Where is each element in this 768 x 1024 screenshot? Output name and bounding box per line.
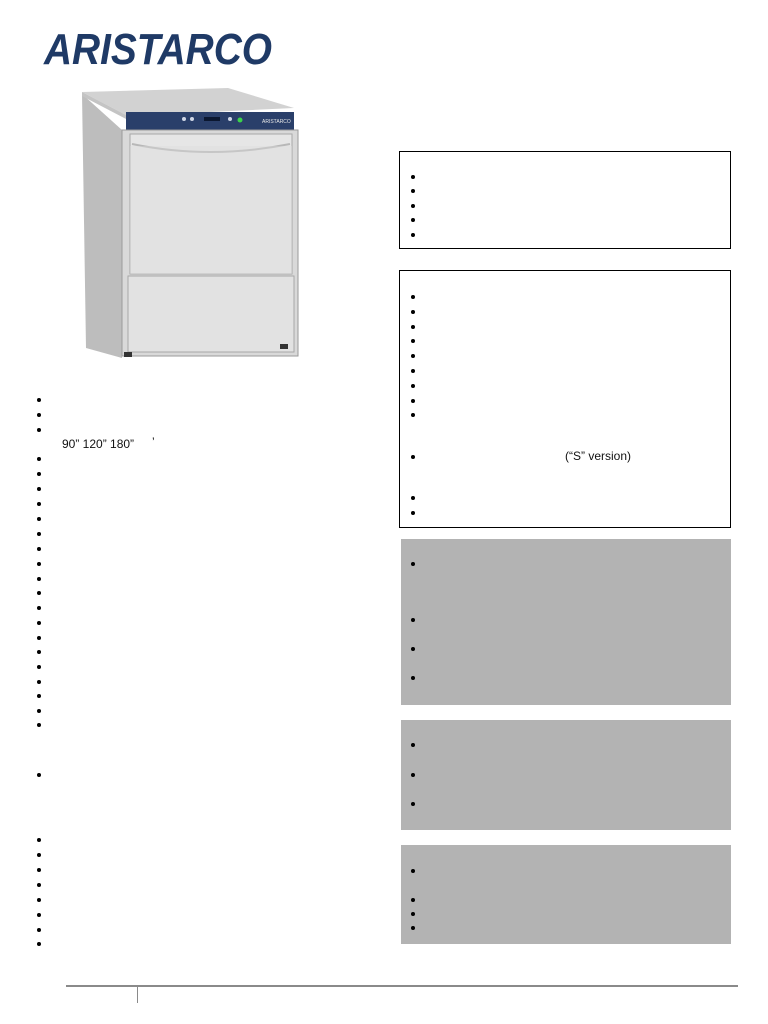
list-bullet [411, 369, 415, 373]
list-bullet [411, 325, 415, 329]
list-bullet [37, 457, 41, 461]
list-bullet [411, 496, 415, 500]
list-bullet [37, 532, 41, 536]
list-bullet [37, 591, 41, 595]
list-bullet [37, 621, 41, 625]
list-bullet [37, 665, 41, 669]
list-bullet [37, 709, 41, 713]
spec-box-2 [399, 270, 731, 528]
list-bullet [37, 413, 41, 417]
aristarco-logo [43, 25, 274, 74]
list-bullet [37, 428, 41, 432]
spec-box-3 [401, 539, 731, 705]
list-bullet [411, 647, 415, 651]
list-bullet [411, 189, 415, 193]
list-bullet [411, 676, 415, 680]
list-bullet [411, 295, 415, 299]
list-bullet [37, 883, 41, 887]
list-bullet [411, 912, 415, 916]
list-bullet [37, 723, 41, 727]
list-bullet [37, 694, 41, 698]
list-bullet [37, 487, 41, 491]
list-bullet [37, 577, 41, 581]
list-bullet [411, 384, 415, 388]
list-bullet [37, 502, 41, 506]
list-bullet [411, 218, 415, 222]
list-bullet [37, 517, 41, 521]
list-bullet [37, 398, 41, 402]
cycle-times-suffix: ’ [152, 435, 155, 449]
list-bullet [37, 868, 41, 872]
list-bullet [411, 339, 415, 343]
list-bullet [411, 562, 415, 566]
list-bullet [411, 926, 415, 930]
list-bullet [37, 680, 41, 684]
list-bullet [411, 743, 415, 747]
list-bullet [411, 802, 415, 806]
list-bullet [37, 898, 41, 902]
list-bullet [37, 853, 41, 857]
list-bullet [411, 455, 415, 459]
list-bullet [37, 636, 41, 640]
list-bullet [37, 472, 41, 476]
list-bullet [37, 913, 41, 917]
list-bullet [37, 562, 41, 566]
brand-name: ARISTARCO [43, 25, 272, 74]
list-bullet [37, 838, 41, 842]
list-bullet [411, 310, 415, 314]
list-bullet [411, 898, 415, 902]
list-bullet [411, 618, 415, 622]
list-bullet [37, 928, 41, 932]
list-bullet [37, 773, 41, 777]
spec-box-1 [399, 151, 731, 249]
list-bullet [411, 399, 415, 403]
list-bullet [411, 204, 415, 208]
list-bullet [411, 175, 415, 179]
footer-divider [66, 985, 738, 987]
footer-tick [137, 987, 138, 1003]
list-bullet [411, 869, 415, 873]
panel-brand: ARISTARCO [262, 119, 291, 125]
list-bullet [37, 942, 41, 946]
list-bullet [411, 773, 415, 777]
dishwasher-image [80, 86, 300, 358]
s-version-label: (“S” version) [565, 449, 632, 463]
list-bullet [37, 606, 41, 610]
spec-box-4 [401, 720, 731, 830]
list-bullet [411, 511, 415, 515]
list-bullet [411, 233, 415, 237]
list-bullet [411, 354, 415, 358]
list-bullet [411, 413, 415, 417]
spec-box-5 [401, 845, 731, 944]
cycle-times: 90” 120” 180” [62, 437, 135, 451]
list-bullet [37, 650, 41, 654]
list-bullet [37, 547, 41, 551]
